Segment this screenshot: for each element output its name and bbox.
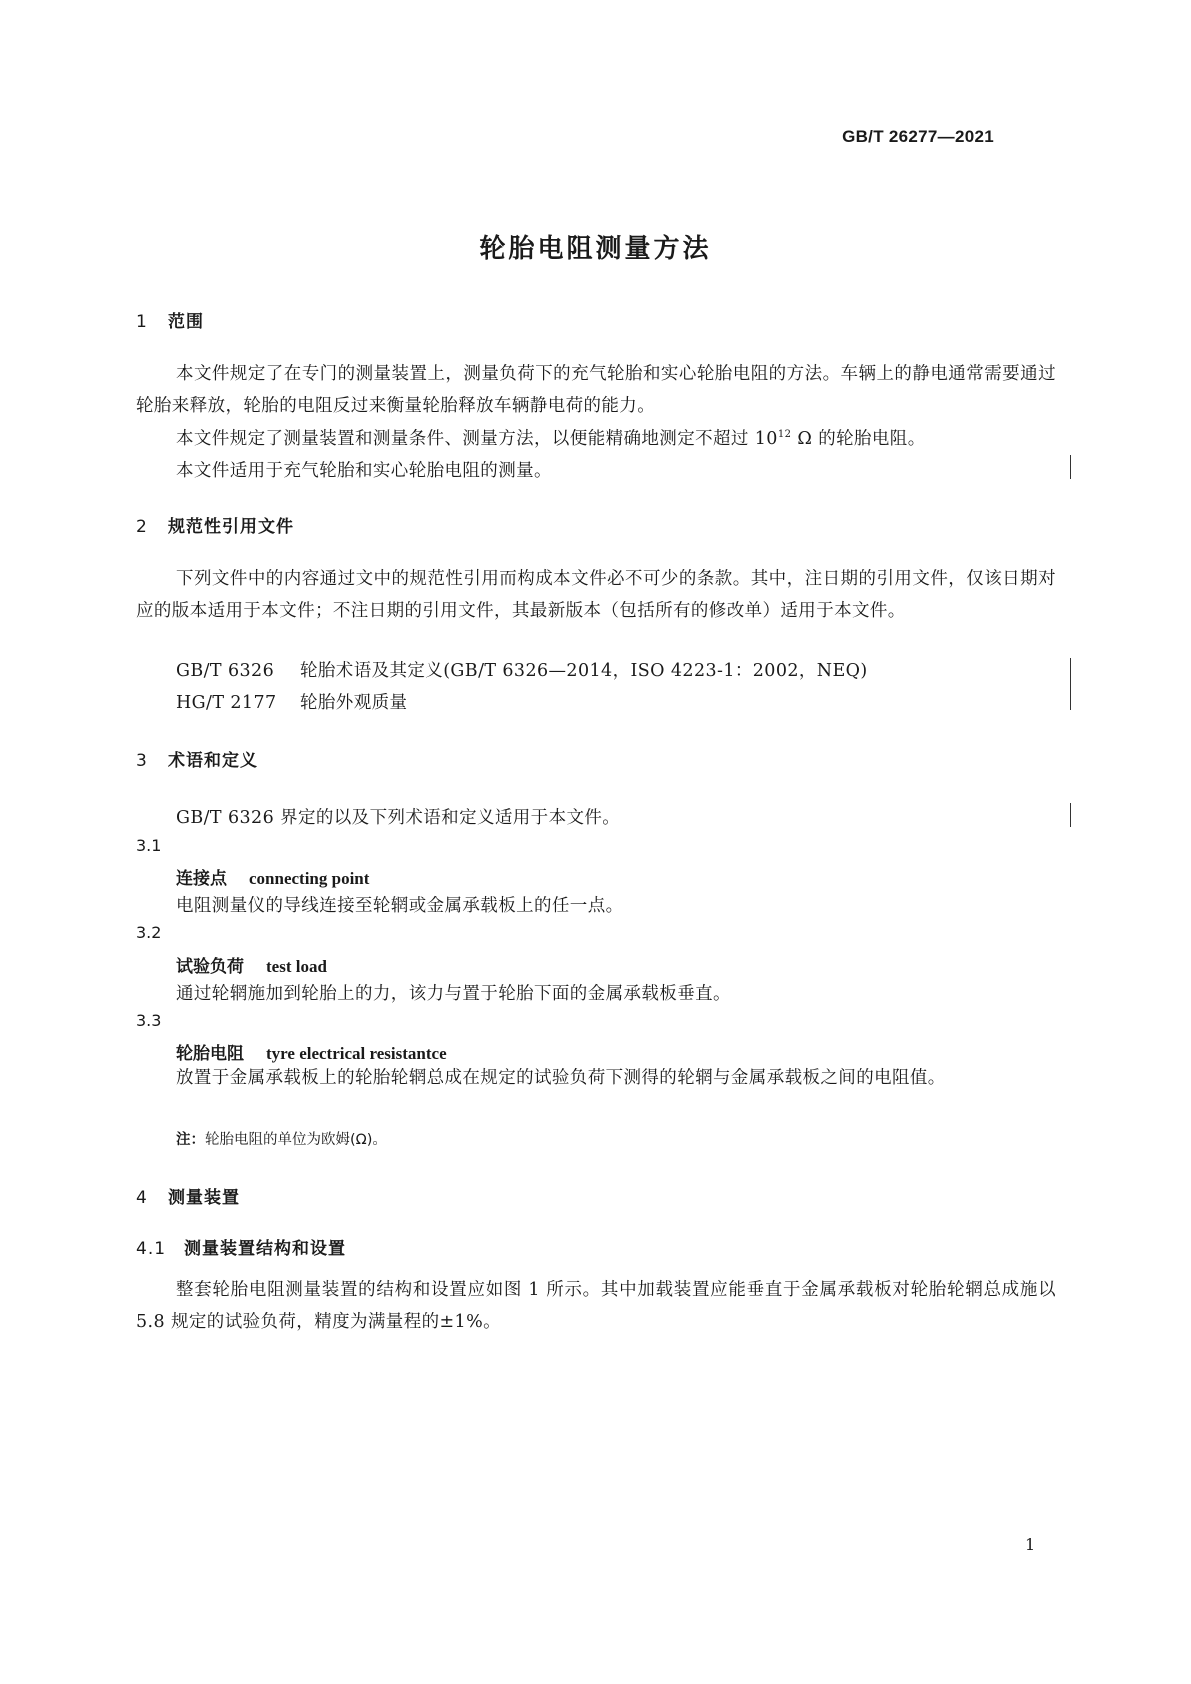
measurement-device-paragraph: 整套轮胎电阻测量装置的结构和设置应如图 1 所示。其中加载装置应能垂直于金属承载板对轮胎轮辋总成施以 5.8 规定的试验负荷，精度为满量程的±1%。 [136,1280,1056,1332]
normative-references-paragraph: 下列文件中的内容通过文中的规范性引用而构成本文件必不可少的条款。其中，注日期的引用文件，仅该日期对应的版本适用于本文件；不注日期的引用文件，其最新版本（包括所有的修改单）适用于本文件。 [136,569,1056,621]
term-definition: 电阻测量仪的导线连接至轮辋或金属承载板上的任一点。 [176,896,624,916]
scope-paragraph-2-tail: Ω 的轮胎电阻。 [791,429,926,449]
page-number: 1 [1025,1535,1036,1554]
term-number: 3.2 [136,923,162,942]
subsection-title: 测量装置结构和设置 [184,1239,346,1259]
term-english: tyre electrical resistantce [266,1044,447,1063]
section-number: 3 [136,751,148,771]
term-number: 3.3 [136,1011,162,1030]
section-number: 4 [136,1188,148,1208]
revision-bar [1070,803,1071,827]
subsection-4-1-heading [136,1234,346,1259]
note [176,1128,387,1149]
section-title: 术语和定义 [168,751,258,771]
scope-paragraph-2 [176,425,926,450]
section-title: 范围 [168,312,204,332]
term-chinese: 试验负荷 [176,957,244,977]
subsection-number: 4.1 [136,1239,167,1259]
section-title: 规范性引用文件 [168,517,294,537]
section-2-heading [136,512,294,537]
revision-bar [1070,658,1071,710]
term-chinese: 轮胎电阻 [176,1044,244,1064]
terms-intro-paragraph: GB/T 6326 界定的以及下列术语和定义适用于本文件。 [176,808,621,828]
reference-code: GB/T 6326 [176,661,275,681]
section-4-heading [136,1183,240,1208]
term-english: connecting point [249,869,370,888]
reference-item [176,689,407,714]
term-number: 3.1 [136,836,162,855]
term-chinese: 连接点 [176,869,227,889]
term-definition: 通过轮辋施加到轮胎上的力，该力与置于轮胎下面的金属承载板垂直。 [176,984,731,1004]
note-text: 轮胎电阻的单位为欧姆(Ω)。 [205,1132,387,1148]
term-entry [176,1039,447,1064]
term-entry [176,864,369,889]
term-definition: 放置于金属承载板上的轮胎轮辋总成在规定的试验负荷下测得的轮辋与金属承载板之间的电阻值。 [176,1068,946,1088]
term-entry [176,952,327,977]
standard-code: GB/T 26277—2021 [842,127,994,146]
revision-bar [1070,455,1071,479]
section-3-heading [136,746,258,771]
reference-code: HG/T 2177 [176,693,277,713]
section-number: 2 [136,517,148,537]
reference-title: 轮胎外观质量 [300,693,408,713]
document-title: 轮胎电阻测量方法 [479,234,712,264]
reference-title: 轮胎术语及其定义(GB/T 6326—2014，ISO 4223-1：2002，NEQ) [300,661,868,681]
section-title: 测量装置 [168,1188,240,1208]
section-1-heading [136,307,204,332]
note-label: 注： [176,1132,205,1148]
scope-paragraph-3: 本文件适用于充气轮胎和实心轮胎电阻的测量。 [176,461,552,481]
section-number: 1 [136,312,148,332]
reference-item [176,657,868,682]
superscript-exponent: 12 [777,429,792,440]
scope-paragraph-1: 本文件规定了在专门的测量装置上，测量负荷下的充气轮胎和实心轮胎电阻的方法。车辆上的静电通常需要通过轮胎来释放，轮胎的电阻反过来衡量轮胎释放车辆静电荷的能力。 [136,364,1056,416]
term-english: test load [266,957,327,976]
scope-paragraph-2-text: 本文件规定了测量装置和测量条件、测量方法，以便能精确地测定不超过 10 [176,429,778,449]
